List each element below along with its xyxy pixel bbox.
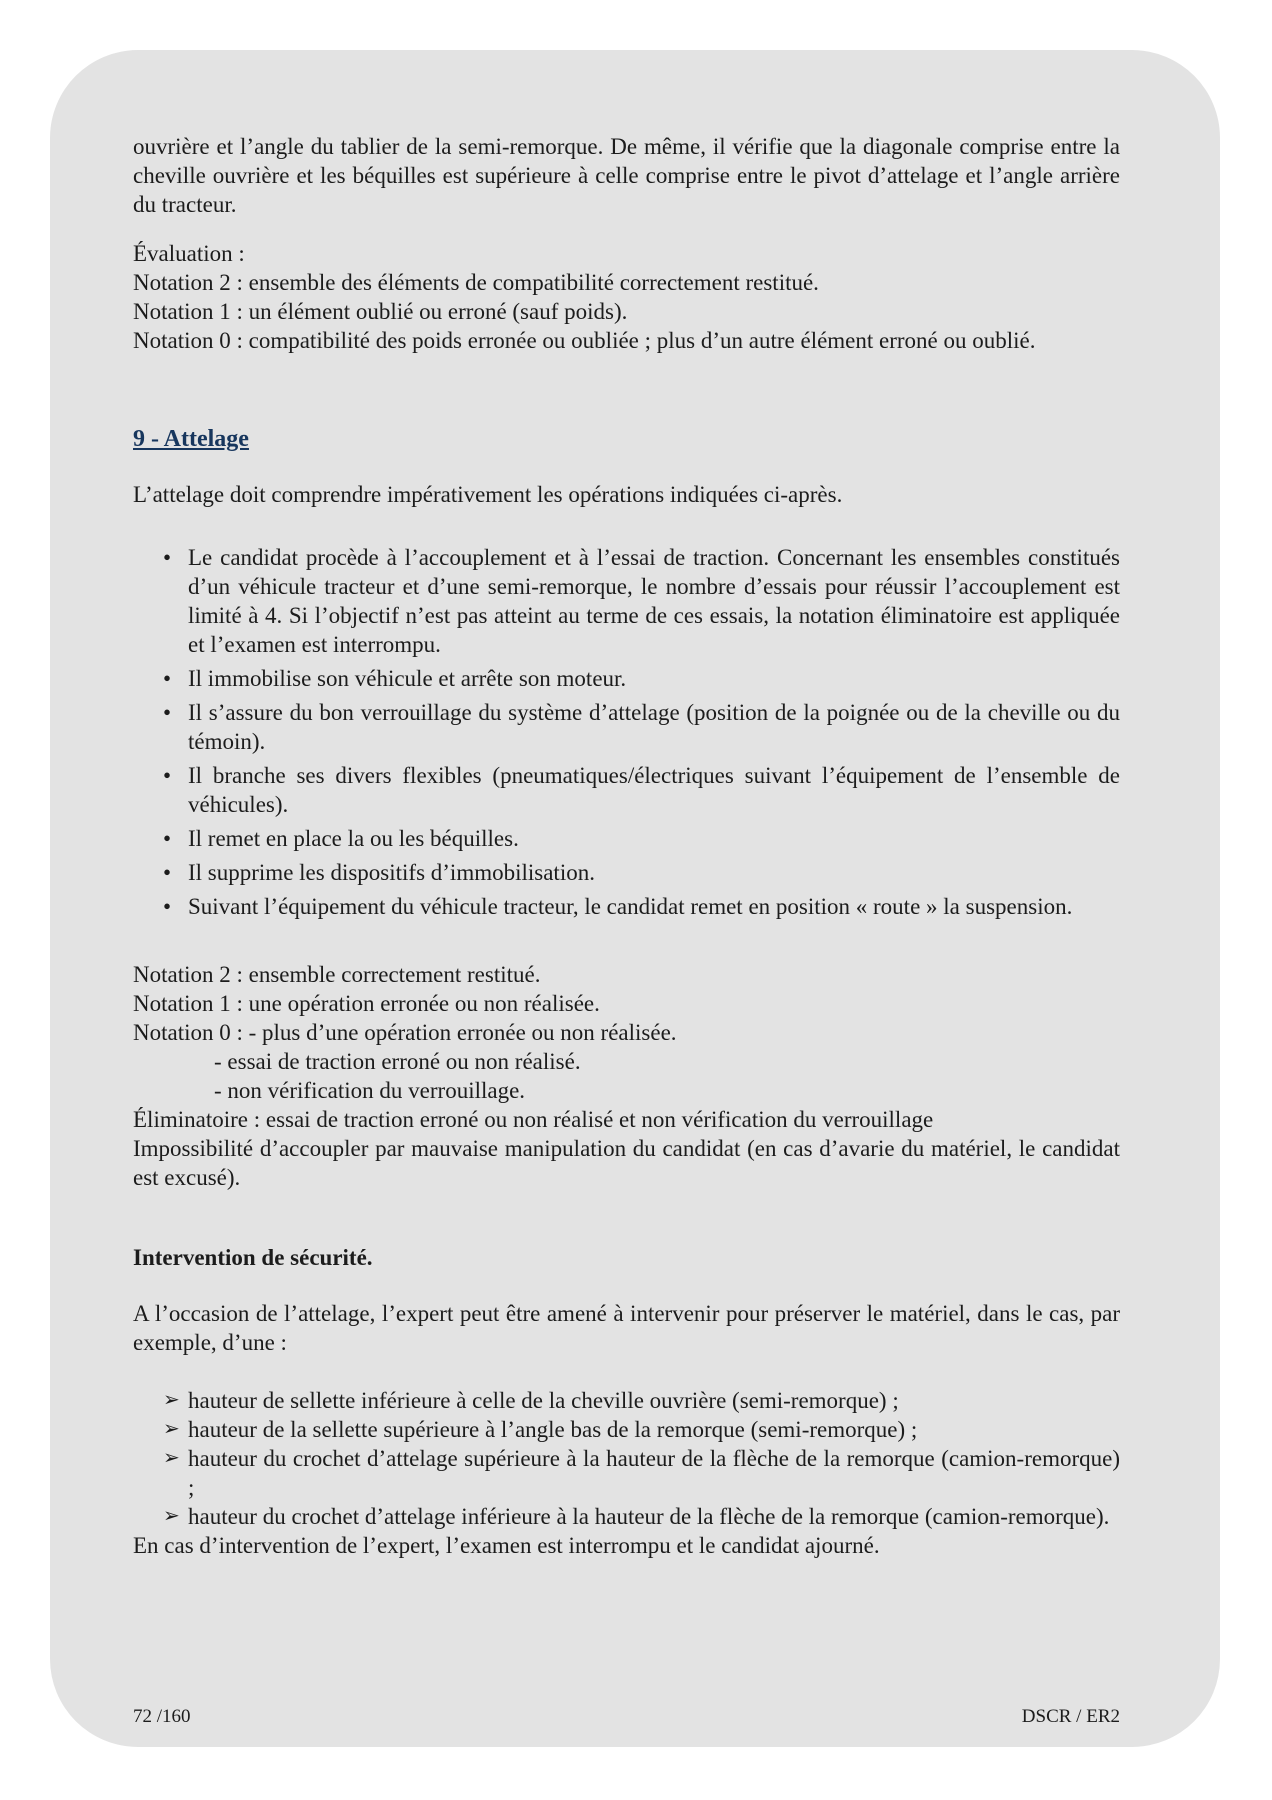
list-item: [133, 1444, 1120, 1502]
list-item: [133, 824, 1120, 853]
list-item: [133, 1386, 1120, 1415]
bullet-icon: •: [163, 666, 172, 691]
intervention-cases-list: [133, 1386, 1120, 1531]
impossibilite-line: Impossibilité d’accoupler par mauvaise manipulation du candidat (en cas d’avarie du matériel, le candidat est excusé).: [133, 1136, 1120, 1190]
notation-block: [133, 960, 1120, 1192]
list-item: [133, 543, 1120, 659]
document-body: [133, 132, 1120, 1560]
list-item: [133, 664, 1120, 693]
operation-text: Il supprime les dispositifs d’immobilisation.: [188, 860, 595, 885]
notation-0-sub: - non vérification du verrouillage.: [214, 1078, 526, 1103]
page-footer: [133, 1705, 1120, 1728]
eliminatoire-line: Éliminatoire : essai de traction erroné ou non réalisé et non vérification du verrouillage: [133, 1107, 934, 1132]
case-text: hauteur du crochet d’attelage supérieure à la hauteur de la flèche de la remorque (camion-remorque) ;: [188, 1446, 1120, 1500]
notation-1: Notation 1 : une opération erronée ou non réalisée.: [133, 991, 600, 1016]
evaluation-title: Évaluation :: [133, 241, 245, 266]
operation-text: Suivant l’équipement du véhicule tracteur, le candidat remet en position « route » la suspension.: [188, 894, 1073, 919]
bullet-icon: •: [163, 763, 172, 788]
evaluation-block: [133, 239, 1120, 355]
section-intro: L’attelage doit comprendre impérativement les opérations indiquées ci-après.: [133, 482, 843, 507]
list-item: [133, 761, 1120, 819]
document-page-card: [50, 50, 1220, 1747]
bullet-icon: •: [163, 826, 172, 851]
evaluation-notation-0: Notation 0 : compatibilité des poids erronée ou oubliée ; plus d’un autre élément erroné ou oublié.: [133, 328, 1036, 353]
arrow-bullet-icon: ➢: [163, 1389, 180, 1411]
notation-0-sub: - essai de traction erroné ou non réalisé.: [214, 1049, 581, 1074]
arrow-bullet-icon: ➢: [163, 1505, 180, 1527]
operations-list: [133, 543, 1120, 921]
operation-text: Il s’assure du bon verrouillage du système d’attelage (position de la poignée ou de la cheville ou du témoin).: [188, 700, 1120, 754]
intervention-heading: Intervention de sécurité.: [133, 1245, 373, 1270]
list-item: [133, 858, 1120, 887]
operation-text: Il remet en place la ou les béquilles.: [188, 826, 519, 851]
case-text: hauteur de la sellette supérieure à l’angle bas de la remorque (semi-remorque) ;: [188, 1417, 918, 1442]
operation-text: Il immobilise son véhicule et arrête son moteur.: [188, 666, 627, 691]
list-item: [133, 1502, 1120, 1531]
evaluation-notation-1: Notation 1 : un élément oublié ou erroné (sauf poids).: [133, 299, 628, 324]
notation-2: Notation 2 : ensemble correctement restitué.: [133, 962, 541, 987]
arrow-bullet-icon: ➢: [163, 1418, 180, 1440]
footer-doc-ref: DSCR / ER2: [1021, 1706, 1120, 1727]
intervention-closing: En cas d’intervention de l’expert, l’examen est interrompu et le candidat ajourné.: [133, 1533, 880, 1558]
list-item: [133, 698, 1120, 756]
case-text: hauteur de sellette inférieure à celle de la cheville ouvrière (semi-remorque) ;: [188, 1388, 899, 1413]
operation-text: Il branche ses divers flexibles (pneumatiques/électriques suivant l’équipement de l’ensemble de véhicules).: [188, 763, 1120, 817]
bullet-icon: •: [163, 894, 172, 919]
footer-page-number: 72 /160: [133, 1706, 191, 1727]
arrow-bullet-icon: ➢: [163, 1447, 180, 1469]
top-paragraph: ouvrière et l’angle du tablier de la semi-remorque. De même, il vérifie que la diagonale comprise entre la cheville ouvrière et les béquilles est supérieure à celle comprise entre le pivot d’attelage et l’angle arrière du tracteur.: [133, 134, 1120, 217]
bullet-icon: •: [163, 545, 172, 570]
section-heading-attelage: 9 - Attelage: [133, 426, 249, 452]
list-item: [133, 892, 1120, 921]
case-text: hauteur du crochet d’attelage inférieure à la hauteur de la flèche de la remorque (camion-remorque).: [188, 1504, 1110, 1529]
list-item: [133, 1415, 1120, 1444]
evaluation-notation-2: Notation 2 : ensemble des éléments de compatibilité correctement restitué.: [133, 270, 819, 295]
bullet-icon: •: [163, 700, 172, 725]
bullet-icon: •: [163, 860, 172, 885]
notation-0: Notation 0 : - plus d’une opération erronée ou non réalisée.: [133, 1020, 677, 1045]
operation-text: Le candidat procède à l’accouplement et à l’essai de traction. Concernant les ensembles constitués d’un véhicule tracteur et d’une semi-remorque, le nombre d’essais pour réussir l’accouplement est limité à 4. Si l’objectif n’est pas atteint au terme de ces essais, la notation éliminatoire est appliquée et l’examen est interrompu.: [188, 545, 1120, 657]
intervention-intro: A l’occasion de l’attelage, l’expert peut être amené à intervenir pour préserver le matériel, dans le cas, par exemple, d’une :: [133, 1301, 1120, 1355]
